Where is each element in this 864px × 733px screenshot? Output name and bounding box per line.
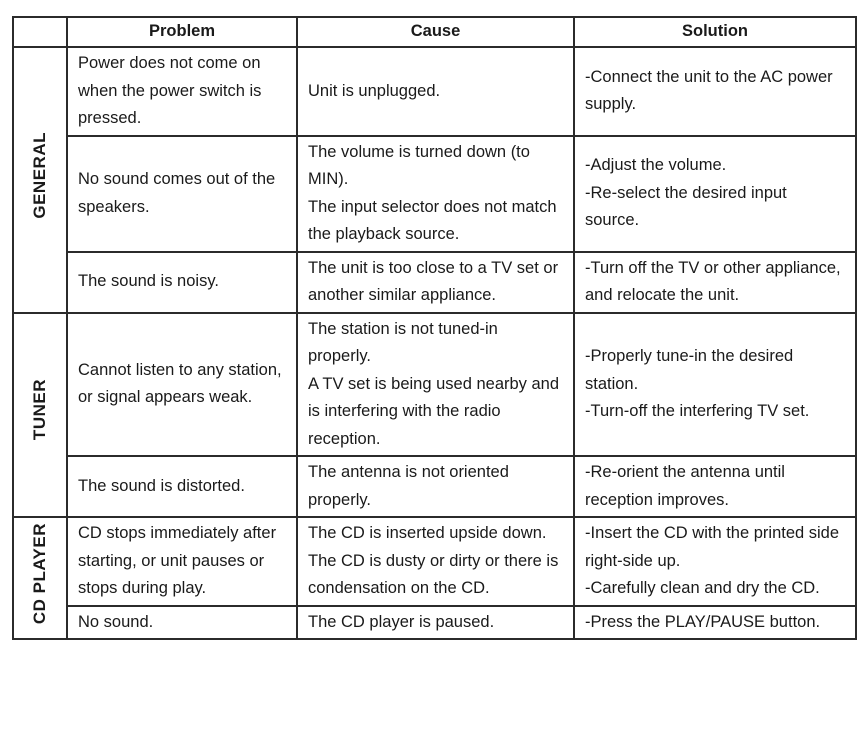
- cause-text: The station is not tuned-in properly.: [308, 319, 498, 365]
- solution-text: -Adjust the volume.: [585, 156, 727, 175]
- cause-cell: [297, 136, 574, 252]
- solution-text: -Carefully clean and dry the CD.: [585, 579, 820, 597]
- section-label: TUNER: [30, 379, 49, 441]
- solution-cell: [574, 136, 856, 252]
- problem-cell: [67, 252, 297, 313]
- table-row: [13, 252, 856, 313]
- section-cell: [13, 517, 67, 639]
- problem-cell: [67, 456, 297, 517]
- header-corner: [13, 17, 67, 47]
- table-row: [13, 606, 856, 640]
- solution-text: -Press the PLAY/PAUSE button.: [585, 612, 821, 631]
- header-row: [13, 17, 856, 47]
- problem-cell: [67, 313, 297, 457]
- solution-cell: [574, 606, 856, 640]
- cause-text: The input selector does not match the playback source.: [308, 197, 557, 243]
- cause-cell: [297, 517, 574, 606]
- cause-text: The antenna is not oriented properly.: [308, 463, 509, 509]
- solution-text: -Turn off the TV or other appliance, and relocate the unit.: [585, 258, 841, 304]
- header-cause: Cause: [297, 17, 574, 47]
- cause-cell: [297, 313, 574, 457]
- cause-cell: [297, 252, 574, 313]
- cause-text: Unit is unplugged.: [308, 81, 441, 100]
- table-row: [13, 517, 856, 606]
- problem-text: No sound.: [78, 612, 154, 631]
- solution-text: -Turn-off the interfering TV set.: [585, 402, 810, 420]
- solution-text: -Insert the CD with the printed side right-side up.: [585, 524, 840, 570]
- cause-text: The CD player is paused.: [308, 612, 495, 631]
- solution-text: -Re-orient the antenna until reception improves.: [585, 463, 785, 509]
- table-row: [13, 313, 856, 457]
- problem-cell: [67, 47, 297, 136]
- cause-cell: [297, 456, 574, 517]
- problem-text: The sound is distorted.: [78, 476, 245, 495]
- troubleshooting-table: [12, 16, 857, 640]
- cause-cell: [297, 606, 574, 640]
- cause-text: The CD is dusty or dirty or there is condensation on the CD.: [308, 551, 559, 597]
- problem-cell: [67, 136, 297, 252]
- section-label: CD PLAYER: [30, 522, 49, 624]
- section-label: GENERAL: [30, 131, 49, 219]
- table-row: [13, 456, 856, 517]
- cause-cell: [297, 47, 574, 136]
- cause-text: The unit is too close to a TV set or another similar appliance.: [308, 258, 559, 304]
- solution-cell: [574, 47, 856, 136]
- section-cell: [13, 313, 67, 518]
- solution-cell: [574, 313, 856, 457]
- solution-text: -Re-select the desired input source.: [585, 183, 787, 230]
- problem-cell: [67, 517, 297, 606]
- solution-cell: [574, 517, 856, 606]
- table-body: [13, 47, 856, 639]
- header-solution: Solution: [574, 17, 856, 47]
- solution-cell: [574, 456, 856, 517]
- cause-text: A TV set is being used nearby and is interfering with the radio reception.: [308, 374, 560, 448]
- problem-cell: [67, 606, 297, 640]
- cause-text: The volume is turned down (to MIN).: [308, 142, 530, 188]
- table-row: [13, 47, 856, 136]
- table-row: [13, 136, 856, 252]
- problem-text: No sound comes out of the speakers.: [78, 170, 276, 216]
- header-problem: Problem: [67, 17, 297, 47]
- problem-text: Power does not come on when the power switch is pressed.: [78, 54, 262, 127]
- problem-text: Cannot listen to any station, or signal appears weak.: [78, 360, 282, 407]
- problem-text: The sound is noisy.: [78, 272, 219, 291]
- solution-text: -Properly tune-in the desired station.: [585, 347, 794, 393]
- solution-text: -Connect the unit to the AC power supply.: [585, 67, 833, 114]
- solution-cell: [574, 252, 856, 313]
- section-cell: [13, 47, 67, 313]
- cause-text: The CD is inserted upside down.: [308, 524, 547, 542]
- problem-text: CD stops immediately after starting, or unit pauses or stops during play.: [78, 524, 277, 597]
